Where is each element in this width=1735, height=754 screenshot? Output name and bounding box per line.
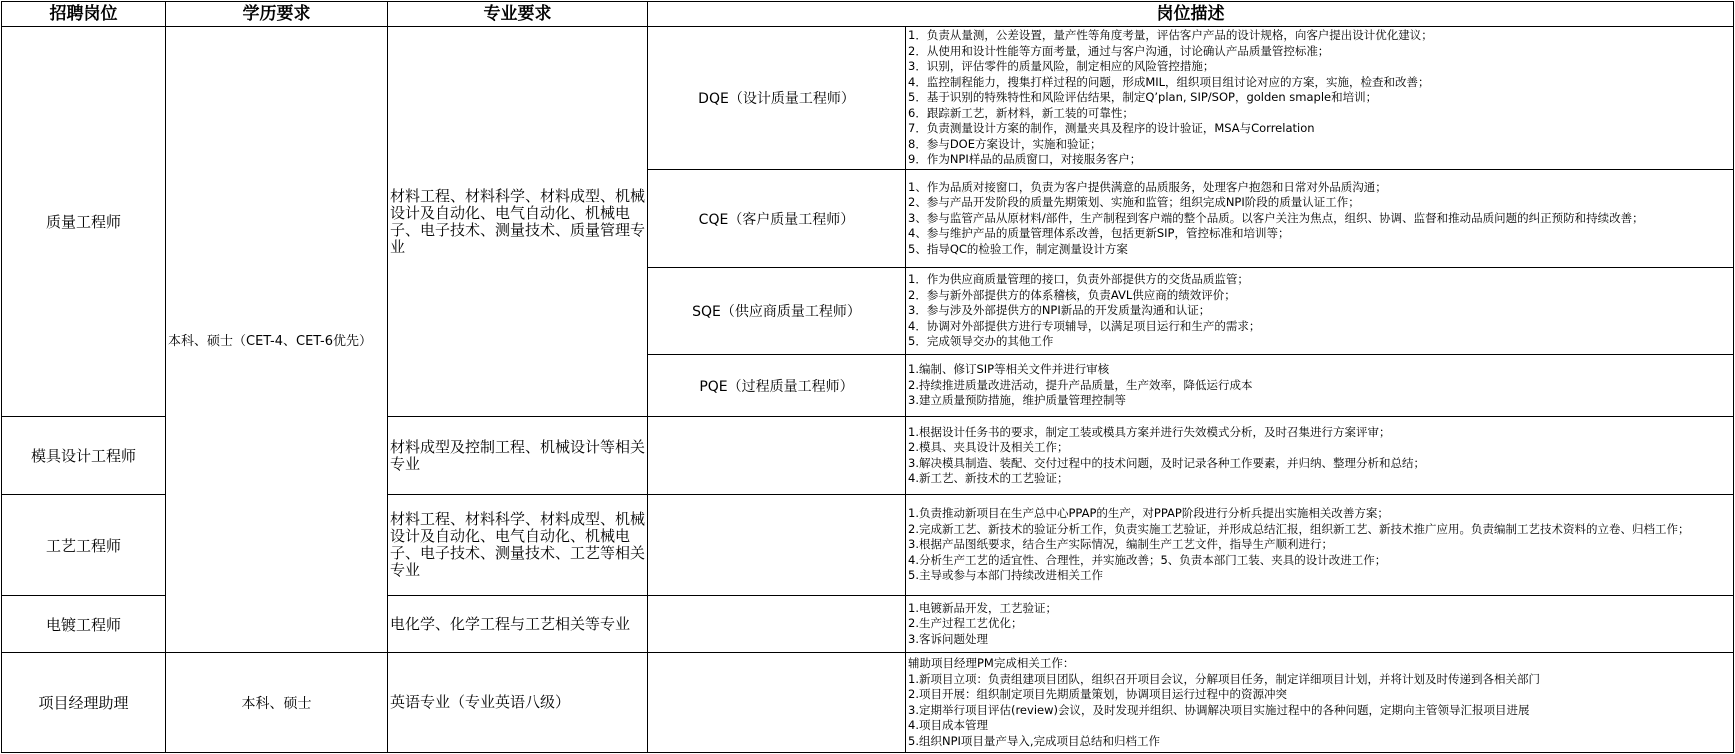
- list-item: 5.组织NPI项目量产导入,完成项目总结和归档工作: [908, 733, 1161, 748]
- desc-pm: [906, 653, 1734, 753]
- list-item: 1．作为供应商质量管理的接口，负责外部提供方的交货品质监管；: [908, 272, 1249, 287]
- list-item: 1.根据设计任务书的要求，制定工装或模具方案并进行失效模式分析，及时召集进行方案评审；: [908, 424, 1391, 439]
- list-item: 3．参与涉及外部提供方的NPI新品的开发质量沟通和认证；: [908, 303, 1211, 318]
- desc-mold: [906, 417, 1734, 495]
- list-item: 2．从使用和设计性能等方面考量，通过与客户沟通，讨论确认产品质量管控标准；: [908, 43, 1330, 58]
- list-item: 4．监控制程能力，搜集打样过程的问题，形成MIL，组织项目组讨论对应的方案，实施，检查和改善；: [908, 74, 1430, 89]
- table-row: [2, 653, 1734, 753]
- list-item: 4.项目成本管理: [908, 718, 988, 732]
- list-item: 4、参与维护产品的质量管理体系改善，包括更新SIP，管控标准和培训等；: [908, 226, 1290, 241]
- list-item: 2．参与新外部提供方的体系稽核，负责AVL供应商的绩效评价；: [908, 287, 1236, 302]
- recruitment-table: [1, 1, 1734, 753]
- education-main: 本科、硕士（CET-4、CET-6优先）: [166, 27, 388, 653]
- subrole-cqe: CQE（客户质量工程师）: [648, 170, 906, 268]
- subrole-sqe: SQE（供应商质量工程师）: [648, 268, 906, 355]
- list-item: 1.新项目立项：负责组建项目团队，组织召开项目会议，分解项目任务，制定详细项目计划，并将计划及时传递到各相关部门: [908, 671, 1540, 686]
- list-item: 2.完成新工艺、新技术的验证分析工作，负责实施工艺验证，并形成总结汇报，组织新工艺、新技术推广应用。负责编制工艺技术资料的立卷、归档工作；: [908, 521, 1690, 536]
- subrole-dqe: DQE（设计质量工程师）: [648, 27, 906, 170]
- list-item: 8．参与DOE方案设计，实施和验证；: [908, 136, 1102, 151]
- header-description: 岗位描述: [648, 2, 1734, 27]
- header-education: 学历要求: [166, 2, 388, 27]
- list-item: 2.模具、夹具设计及相关工作；: [908, 440, 1069, 454]
- list-item: 1、作为品质对接窗口，负责为客户提供满意的品质服务，处理客户抱怨和日常对外品质沟通；: [908, 179, 1387, 194]
- list-item: 2、参与产品开发阶段的质量先期策划、实施和监管；组织完成NPI阶段的质量认证工作；: [908, 195, 1360, 210]
- desc-dqe: [906, 27, 1734, 170]
- header-major: 专业要求: [388, 2, 648, 27]
- list-item: 3.建立质量预防措施，维护质量管理控制等: [908, 393, 1126, 408]
- table-row: [2, 27, 1734, 170]
- list-item: 9．作为NPI样品的品质窗口，对接服务客户；: [908, 152, 1142, 167]
- header-row: [2, 2, 1734, 27]
- education-pm: 本科、硕士: [166, 653, 388, 753]
- major-plating: 电化学、化学工程与工艺相关等专业: [388, 596, 648, 653]
- header-position: 招聘岗位: [2, 2, 166, 27]
- list-item: 5.主导或参与本部门持续改进相关工作: [908, 568, 1103, 583]
- list-item: 1．负责从量测，公差设置，量产性等角度考量，评估客户产品的设计规格，向客户提出设计优化建议；: [908, 28, 1433, 43]
- list-item: 4.分析生产工艺的适宜性、合理性，并实施改善；5、负责本部门工装、夹具的设计改进工作；: [908, 552, 1387, 567]
- list-item: 5、指导QC的检验工作，制定测量设计方案: [908, 241, 1128, 256]
- list-item: 1.电镀新品开发，工艺验证；: [908, 600, 1057, 615]
- desc-sqe: [906, 268, 1734, 355]
- desc-plating: [906, 596, 1734, 653]
- subrole-empty: [648, 495, 906, 596]
- major-quality: 材料工程、材料科学、材料成型、机械设计及自动化、电气自动化、机械电子、电子技术、测量技术、质量管理专业: [388, 27, 648, 417]
- position-plating-engineer: 电镀工程师: [2, 596, 166, 653]
- list-item: 1.编制、修订SIP等相关文件并进行审核: [908, 362, 1110, 377]
- list-item: 6．跟踪新工艺，新材料，新工装的可靠性；: [908, 105, 1134, 120]
- list-item: 辅助项目经理PM完成相关工作：: [908, 656, 1075, 670]
- subrole-empty: [648, 653, 906, 753]
- desc-process: [906, 495, 1734, 596]
- list-item: 4.新工艺、新技术的工艺验证；: [908, 471, 1069, 485]
- list-item: 3.根据产品图纸要求，结合生产实际情况，编制生产工艺文件，指导生产顺利进行；: [908, 537, 1333, 552]
- position-quality-engineer: 质量工程师: [2, 27, 166, 417]
- position-mold-engineer: 模具设计工程师: [2, 417, 166, 495]
- position-pm-assistant: 项目经理助理: [2, 653, 166, 753]
- list-item: 3．识别，评估零件的质量风险，制定相应的风险管控措施；: [908, 59, 1215, 74]
- desc-pqe: [906, 355, 1734, 417]
- major-mold: 材料成型及控制工程、机械设计等相关专业: [388, 417, 648, 495]
- position-process-engineer: 工艺工程师: [2, 495, 166, 596]
- list-item: 3.解决模具制造、装配、交付过程中的技术问题，及时记录各种工作要素，并归纳、整理分析和总结；: [908, 455, 1425, 470]
- list-item: 7．负责测量设计方案的制作，测量夹具及程序的设计验证，MSA与Correlation: [908, 121, 1315, 136]
- desc-cqe: [906, 170, 1734, 268]
- list-item: 3、参与监管产品从原材料/部件，生产制程到客户端的整个品质。以客户关注为焦点，组织、协调、监督和推动品质问题的纠正预防和持续改善；: [908, 210, 1644, 225]
- subrole-empty: [648, 596, 906, 653]
- subrole-pqe: PQE（过程质量工程师）: [648, 355, 906, 417]
- list-item: 5．完成领导交办的其他工作: [908, 334, 1054, 349]
- list-item: 4．协调对外部提供方进行专项辅导，以满足项目运行和生产的需求；: [908, 318, 1261, 333]
- list-item: 1.负责推动新项目在生产总中心PPAP的生产，对PPAP阶段进行分析兵提出实施相关改善方案；: [908, 506, 1389, 521]
- list-item: 2.项目开展：组织制定项目先期质量策划，协调项目运行过程中的资源冲突: [908, 687, 1287, 701]
- list-item: 2.持续推进质量改进活动，提升产品质量，生产效率，降低运行成本: [908, 377, 1253, 392]
- list-item: 3.定期举行项目评估(review)会议，及时发现并组织、协调解决项目实施过程中的各种问题，定期向主管领导汇报项目进展: [908, 702, 1530, 717]
- list-item: 5．基于识别的特殊特性和风险评估结果，制定Q’plan, SIP/SOP，golden smaple和培训；: [908, 90, 1378, 105]
- subrole-empty: [648, 417, 906, 495]
- major-process: 材料工程、材料科学、材料成型、机械设计及自动化、电气自动化、机械电子、电子技术、测量技术、工艺等相关专业: [388, 495, 648, 596]
- list-item: 3.客诉问题处理: [908, 631, 988, 646]
- major-pm: 英语专业（专业英语八级）: [388, 653, 648, 753]
- list-item: 2.生产过程工艺优化；: [908, 616, 1023, 631]
